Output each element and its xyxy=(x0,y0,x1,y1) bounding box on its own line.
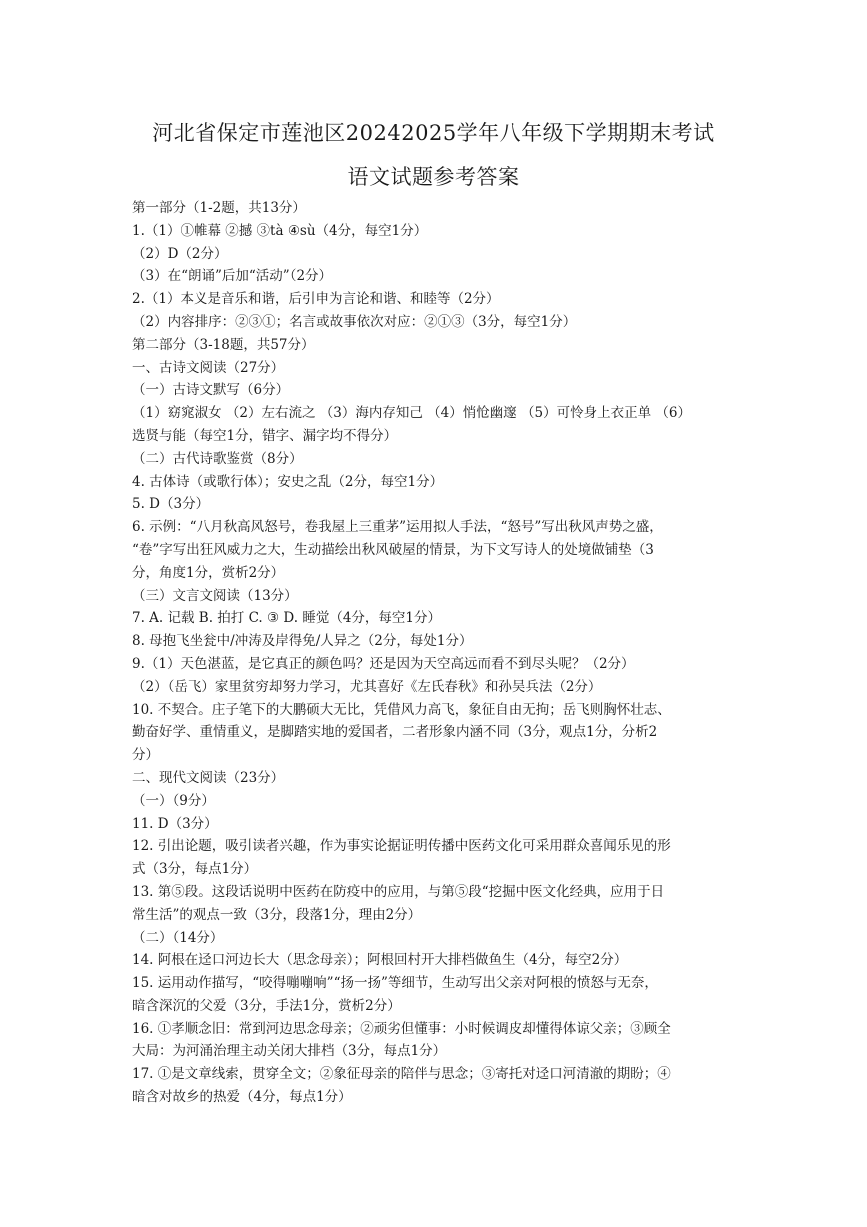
answer-line: 17. ①是文章线索，贯穿全文；②象征母亲的陪伴与思念；③寄托对迳口河清澈的期盼；④ xyxy=(132,1066,671,1083)
answer-line: 14. 阿根在迳口河边长大（思念母亲）；阿根回村开大排档做鱼生（4分，每空2分） xyxy=(132,952,628,969)
document-subtitle: 语文试题参考答案 xyxy=(347,165,520,189)
answer-line: 15. 运用动作描写，“咬得嘣嘣响”“扬一扬”等细节，生动写出父亲对阿根的愤怒与无奈， xyxy=(132,975,658,992)
answer-line: 6. 示例：“八月秋高风怒号，卷我屋上三重茅”运用拟人手法，“怒号”写出秋风声势之盛， xyxy=(132,519,663,536)
answer-line: 9.（1）天色湛蓝，是它真正的颜色吗？还是因为天空高远而看不到尽头呢？（2分） xyxy=(132,655,635,672)
answer-line: 2.（1）本义是音乐和谐，后引申为言论和谐、和睦等（2分） xyxy=(132,291,500,308)
subsection-heading: （二）古代诗歌鉴赏（8分） xyxy=(132,450,303,467)
answer-line: （2）（岳飞）家里贫穷却努力学习，尤其喜好《左氏春秋》和孙吴兵法（2分） xyxy=(132,678,602,695)
answer-line: （3）在“朗诵”后加“活动”（2分） xyxy=(132,268,333,285)
answer-line: 勤奋好学、重情重义，是脚踏实地的爱国者，二者形象内涵不同（3分，观点1分，分析2 xyxy=(132,724,658,741)
subsection-heading: （一）（9分） xyxy=(132,792,215,809)
answer-line: 分） xyxy=(132,747,159,764)
answer-line: 1.（1）①帷幕 ②撼 ③tà ④sù（4分，每空1分） xyxy=(132,222,428,239)
subsection-heading: （三）文言文阅读（13分） xyxy=(132,587,298,604)
answer-line: 11. D（3分） xyxy=(132,815,218,832)
section-heading-part1: 第一部分（1-2题，共13分） xyxy=(132,200,306,216)
section-heading: 二、现代文阅读（23分） xyxy=(132,769,285,786)
subsection-heading: （一）古诗文默写（6分） xyxy=(132,382,290,399)
answer-line: 暗含对故乡的热爱（4分，每点1分） xyxy=(132,1089,352,1106)
answer-line: “卷”字写出狂风威力之大，生动描绘出秋风破屋的情景，为下文写诗人的处境做铺垫（3 xyxy=(132,541,654,558)
answer-line: （2）内容排序：②③①；名言或故事依次对应：②①③（3分，每空1分） xyxy=(132,313,577,330)
document-title: 河北省保定市莲池区20242025学年八年级下学期期末考试 xyxy=(152,121,715,145)
answer-line: （2）D（2分） xyxy=(132,245,228,262)
answer-line: 7. A. 记载 B. 拍打 C. ③ D. 睡觉（4分，每空1分） xyxy=(132,610,442,627)
answer-line: 10. 不契合。庄子笔下的大鹏硕大无比，凭借风力高飞，象征自由无拘；岳飞则胸怀壮志、 xyxy=(132,701,671,718)
answer-line: 选贤与能（每空1分，错字、漏字均不得分） xyxy=(132,427,398,444)
section-heading-part2: 第二部分（3-18题，共57分） xyxy=(132,336,315,353)
answer-line: 4. 古体诗（或歌行体）；安史之乱（2分，每空1分） xyxy=(132,473,444,490)
answer-line: 5. D（3分） xyxy=(132,496,210,513)
answer-line: 式（3分，每点1分） xyxy=(132,861,258,878)
answer-body xyxy=(132,197,752,1109)
answer-line: 8. 母抱飞坐瓮中/冲涛及岸得免/人异之（2分，每处1分） xyxy=(132,633,473,650)
answer-line: 12. 引出论题，吸引读者兴趣，作为事实论据证明传播中医药文化可采用群众喜闻乐见的形 xyxy=(132,838,671,855)
answer-line: 13. 第⑤段。这段话说明中医药在防疫中的应用，与第⑤段“挖掘中医文化经典，应用于日 xyxy=(132,883,665,900)
subsection-heading: （二）（14分） xyxy=(132,929,224,946)
answer-line: 大局：为河涌治理主动关闭大排档（3分，每点1分） xyxy=(132,1043,447,1060)
answer-line: （1）窈窕淑女 （2）左右流之 （3）海内存知己 （4）悄怆幽邃 （5）可怜身上衣正单 （6） xyxy=(132,405,691,422)
section-heading: 一、古诗文阅读（27分） xyxy=(132,359,285,376)
answer-line: 分，角度1分，赏析2分） xyxy=(132,564,285,581)
answer-line: 16. ①孝顺念旧：常到河边思念母亲；②顽劣但懂事：小时候调皮却懂得体谅父亲；③顾全 xyxy=(132,1020,671,1037)
answer-line: 暗含深沉的父爱（3分，手法1分，赏析2分） xyxy=(132,997,401,1014)
answer-line: 常生活”的观点一致（3分，段落1分，理由2分） xyxy=(132,906,422,923)
